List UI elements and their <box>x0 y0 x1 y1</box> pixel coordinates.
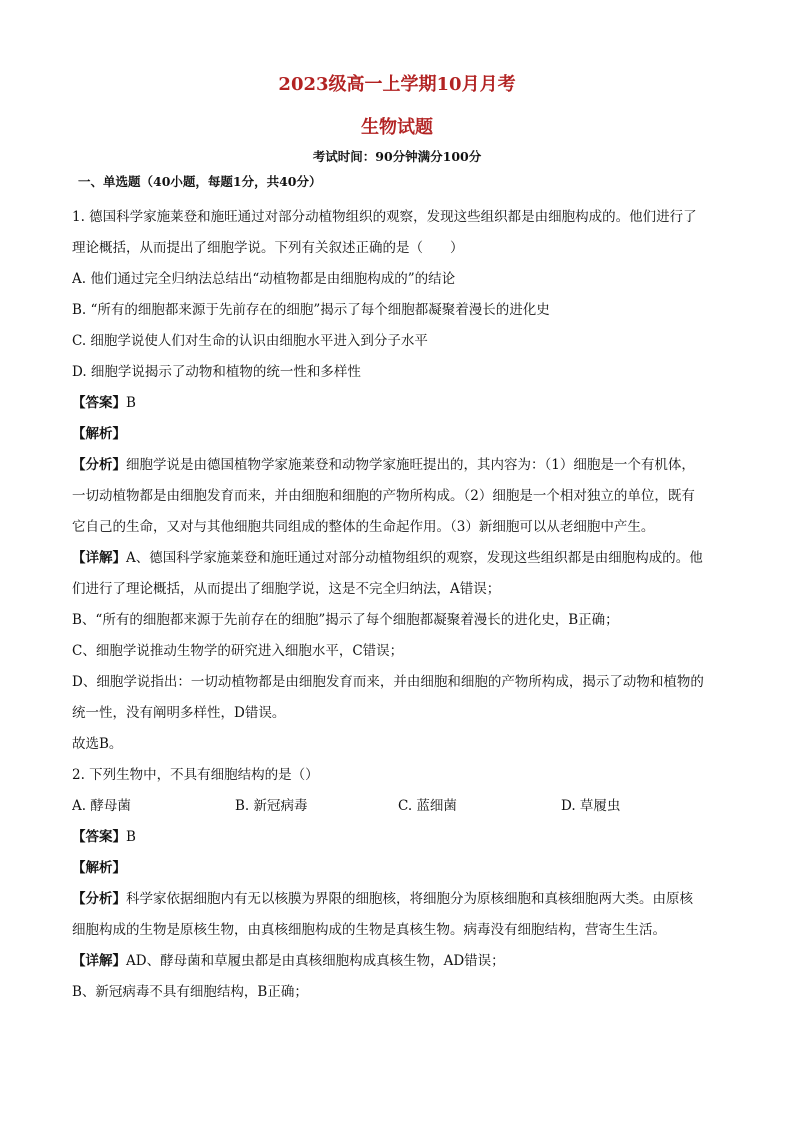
q1-xiangjie-line-3: B、“所有的细胞都来源于先前存在的细胞”揭示了每个细胞都凝聚着漫长的进化史，B正确； <box>72 612 619 628</box>
q1-analysis-line <box>72 419 722 450</box>
q2-fenxi-line-1 <box>72 884 722 915</box>
q1-conclusion: 故选B。 <box>72 736 123 752</box>
exam-title: 2023级高一上学期10月月考 <box>278 74 516 95</box>
q1-xiangjie-line-2: 们进行了理论概括，从而提出了细胞学说，这是不完全归纳法，A错误； <box>72 581 501 597</box>
q1-stem-line-2: 理论概括，从而提出了细胞学说。下列有关叙述正确的是（ ） <box>72 240 464 256</box>
question-content <box>72 202 722 1008</box>
q1-stem-line-1: 1. 德国科学家施莱登和施旺通过对部分动植物组织的观察，发现这些组织都是由细胞构成的。他们进行了 <box>72 209 697 225</box>
q1-option-b: B. “所有的细胞都来源于先前存在的细胞”揭示了每个细胞都凝聚着漫长的进化史 <box>72 302 550 318</box>
xiangjie-tag: 【详解】 <box>72 953 126 969</box>
q1-xiangjie-text-1: A、德国科学家施莱登和施旺通过对部分动植物组织的观察，发现这些组织都是由细胞构成的。他 <box>126 550 703 566</box>
q2-options <box>72 791 722 822</box>
fenxi-tag: 【分析】 <box>72 457 126 473</box>
analysis-tag: 【解析】 <box>72 860 126 876</box>
q2-option-d: D. 草履虫 <box>561 798 621 814</box>
q2-option-a: A. 酵母菌 <box>72 798 131 814</box>
q1-xiangjie-line-6: 统一性，没有阐明多样性，D错误。 <box>72 705 286 721</box>
q2-answer: B <box>126 829 136 845</box>
section-title: 一、单选题（40小题，每题1分，共40分） <box>78 174 322 189</box>
q2-stem: 2. 下列生物中，不具有细胞结构的是（） <box>72 767 319 783</box>
q2-xiangjie-line-1 <box>72 946 722 977</box>
q2-xiangjie-text-1: AD、酵母菌和草履虫都是由真核细胞构成真核生物，AD错误； <box>126 953 505 969</box>
q1-option-a: A. 他们通过完全归纳法总结出“动植物都是由细胞构成的”的结论 <box>72 271 456 287</box>
q2-xiangjie-line-2: B、新冠病毒不具有细胞结构，B正确； <box>72 984 308 1000</box>
q1-xiangjie-line-4: C、细胞学说推动生物学的研究进入细胞水平，C错误； <box>72 643 404 659</box>
q2-option-b: B. 新冠病毒 <box>235 798 308 814</box>
q2-option-c: C. 蓝细菌 <box>398 798 457 814</box>
fenxi-tag: 【分析】 <box>72 891 126 907</box>
q1-fenxi-line-2: 一切动植物都是由细胞发育而来，并由细胞和细胞的产物所构成。（2）细胞是一个相对独立的单位，既有 <box>72 488 695 504</box>
answer-tag: 【答案】 <box>72 395 126 411</box>
exam-info: 考试时间：90分钟满分100分 <box>312 149 482 164</box>
q1-fenxi-text-1: 细胞学说是由德国植物学家施莱登和动物学家施旺提出的，其内容为：（1）细胞是一个有机体， <box>126 457 695 473</box>
q1-fenxi-line-3: 它自己的生命，又对与其他细胞共同组成的整体的生命起作用。（3）新细胞可以从老细胞中产生。 <box>72 519 655 535</box>
xiangjie-tag: 【详解】 <box>72 550 126 566</box>
answer-tag: 【答案】 <box>72 829 126 845</box>
q1-xiangjie-line-1 <box>72 543 722 574</box>
analysis-tag: 【解析】 <box>72 426 126 442</box>
q2-fenxi-line-2: 细胞构成的生物是原核生物，由真核细胞构成的生物是真核生物。病毒没有细胞结构，营寄生生活。 <box>72 922 666 938</box>
q1-answer-line <box>72 388 722 419</box>
q1-fenxi-line-1 <box>72 450 722 481</box>
q2-answer-line <box>72 822 722 853</box>
q1-answer: B <box>126 395 136 411</box>
q1-option-c: C. 细胞学说使人们对生命的认识由细胞水平进入到分子水平 <box>72 333 428 349</box>
subject-title: 生物试题 <box>361 117 433 138</box>
q2-analysis-line <box>72 853 722 884</box>
q2-fenxi-text-1: 科学家依据细胞内有无以核膜为界限的细胞核，将细胞分为原核细胞和真核细胞两大类。由原核 <box>126 891 693 907</box>
q1-xiangjie-line-5: D、细胞学说指出：一切动植物都是由细胞发育而来，并由细胞和细胞的产物所构成，揭示了动物和植物的 <box>72 674 704 690</box>
q1-option-d: D. 细胞学说揭示了动物和植物的统一性和多样性 <box>72 364 361 380</box>
